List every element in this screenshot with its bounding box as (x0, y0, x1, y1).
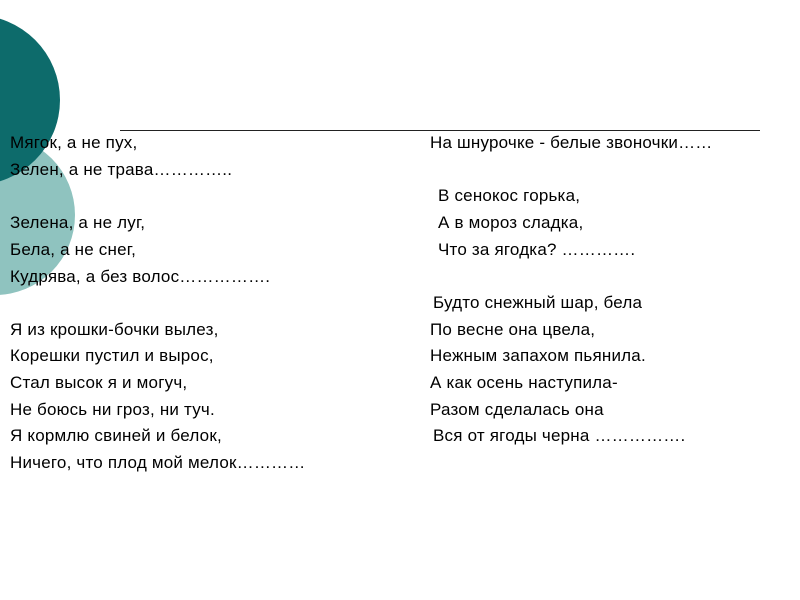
riddle-line: Корешки пустил и вырос, (10, 346, 214, 365)
riddle-line: В сенокос горька, (438, 186, 581, 205)
riddle-line: Нежным запахом пьянила. (430, 346, 646, 365)
riddle-line: Что за ягодка? …………. (438, 240, 636, 259)
riddle-line: Зелен, а не трава………….. (10, 160, 233, 179)
riddle-line: Зелена, а не луг, (10, 213, 146, 232)
riddle-line: Я кормлю свиней и белок, (10, 426, 222, 445)
riddle-line: Разом сделалась она (430, 400, 604, 419)
riddle-line: Будто снежный шар, бела (433, 293, 643, 312)
riddle-line: По весне она цвела, (430, 320, 596, 339)
riddle-line: Бела, а не снег, (10, 240, 137, 259)
riddle-line: А как осень наступила- (430, 373, 618, 392)
horizontal-rule (120, 130, 760, 131)
riddle-line: А в мороз сладка, (438, 213, 584, 232)
riddle-line: Мягок, а не пух, (10, 133, 138, 152)
riddle-line: Кудрява, а без волос……………. (10, 267, 271, 286)
riddle-line: Вся от ягоды черна ……………. (433, 426, 686, 445)
riddle-line: На шнурочке - белые звоночки…… (430, 133, 713, 152)
riddle-line: Не боюсь ни гроз, ни туч. (10, 400, 215, 419)
riddle-line: Стал высок я и могуч, (10, 373, 188, 392)
riddle-line: Ничего, что плод мой мелок………… (10, 453, 306, 472)
riddle-line: Я из крошки-бочки вылез, (10, 320, 219, 339)
